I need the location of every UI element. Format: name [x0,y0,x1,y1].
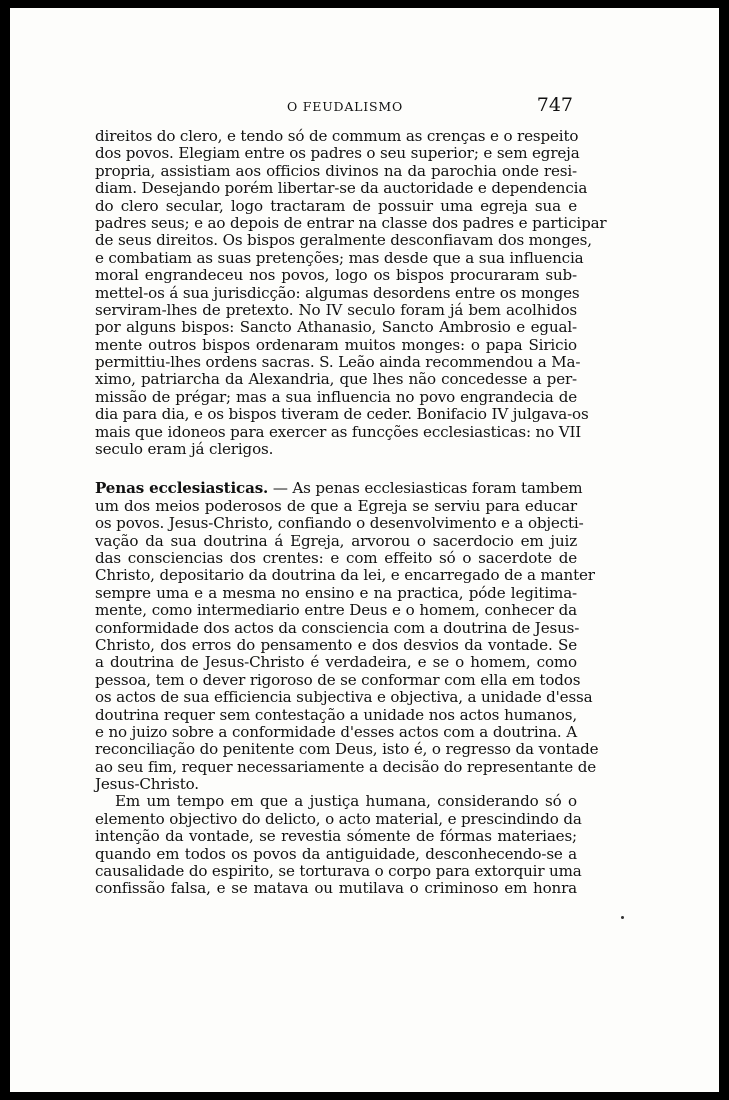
scan-speck [621,916,624,919]
text-line: quando em todos os povos da antiguidade, desconhecendo-se a [95,844,577,863]
text-line: causalidade do espirito, se torturava o corpo para extorquir uma [95,862,582,881]
text-line: mettel-os á sua jurisdicção: algumas desordens entre os monges [95,283,580,302]
text-line: serviram-lhes de pretexto. No IV seculo foram já bem acolhidos [95,300,577,319]
book-page [10,8,719,1092]
text-line: intenção da vontade, se revestia sómente de fórmas materiaes; [95,827,577,846]
running-title: O FEUDALISMO [286,99,404,114]
paragraph-penas [95,479,599,794]
text-line: conformidade dos actos da consciencia com a doutrina de Jesus- [95,618,580,637]
text-line: Em um tempo em que a justiça humana, considerando só o [115,792,577,811]
text-run: — As penas ecclesiasticas foram tambem [272,479,583,498]
text-line: e combatiam as suas pretenções; mas desde que a sua influencia [95,248,584,267]
section-gap [95,458,577,480]
text-line: a doutrina de Jesus-Christo é verdadeira, e se o homem, como [95,653,577,672]
text-line: um dos meios poderosos de que a Egreja se serviu para educar [95,496,577,515]
body-text [95,127,607,898]
text-line: sempre uma e a mesma no ensino e na practica, póde legitima- [95,583,577,602]
text-line: ximo, patriarcha da Alexandria, que lhes não concedesse a per- [95,370,577,389]
text-line: padres seus; e ao depois de entrar na classe dos padres e participar [95,213,607,232]
text-line: Jesus-Christo. [95,775,199,794]
text-line: das consciencias dos crentes: e com effeito só o sacerdote de [95,548,577,567]
text-line: seculo eram já clerigos. [95,440,274,459]
text-line: missão de prégar; mas a sua influencia no povo engrandecia de [95,387,577,406]
text-line: diam. Desejando porém libertar-se da auctoridade e dependencia [95,179,588,198]
text-line: os povos. Jesus-Christo, confiando o desenvolvimento e a objecti- [95,514,584,533]
text-line: e no juizo sobre a conformidade d'esses actos com a doutrina. A [95,722,577,741]
paragraph-monks [95,127,607,459]
text-line: Christo, depositario da doutrina da lei, e encarregado de a manter [95,566,595,585]
text-line: Christo, dos erros do pensamento e dos desvios da vontade. Se [95,635,577,654]
paragraph-justice [95,792,582,898]
text-line: os actos de sua efficiencia subjectiva e objectiva, a unidade d'essa [95,688,593,707]
section-heading-line [95,479,583,498]
page-header [10,96,719,120]
text-line: propria, assistiam aos officios divinos na da parochia onde resi- [95,161,577,180]
text-line: permittiu-lhes ordens sacras. S. Leão ainda recommendou a Ma- [95,353,581,372]
text-line: moral engrandeceu nos povos, logo os bispos procuraram sub- [95,266,577,285]
text-line: doutrina requer sem contestação a unidade nos actos humanos, [95,705,577,724]
text-line: reconciliação do penitente com Deus, isto é, o regresso da vontade [95,740,599,759]
text-line: pessoa, tem o dever rigoroso de se conformar com ella em todos [95,670,581,689]
section-heading: Penas ecclesiasticas. [95,479,269,498]
text-line: dia para dia, e os bispos tiveram de ceder. Bonifacio IV julgava-os [95,405,589,424]
text-line: mente, como intermediario entre Deus e o homem, conhecer da [95,601,577,620]
page-number: 747 [536,94,573,116]
text-line: ao seu fim, requer necessariamente a decisão do representante de [95,757,596,776]
text-line: vação da sua doutrina á Egreja, arvorou o sacerdocio em juiz [95,531,577,550]
text-line: por alguns bispos: Sancto Athanasio, Sancto Ambrosio e egual- [95,318,577,337]
text-line: mais que idoneos para exercer as funcções ecclesiasticas: no VII [95,422,582,441]
text-line: confissão falsa, e se matava ou mutilava o criminoso em honra [95,879,577,898]
text-line: elemento objectivo do delicto, o acto material, e prescindindo da [95,809,582,828]
text-line: dos povos. Elegiam entre os padres o seu superior; e sem egreja [95,144,580,163]
text-line: mente outros bispos ordenaram muitos monges: o papa Siricio [95,335,577,354]
text-line: de seus direitos. Os bispos geralmente desconfiavam dos monges, [95,231,592,250]
text-line: do clero secular, logo tractaram de possuir uma egreja sua e [95,196,577,215]
text-line: direitos do clero, e tendo só de commum as crenças e o respeito [95,127,579,145]
